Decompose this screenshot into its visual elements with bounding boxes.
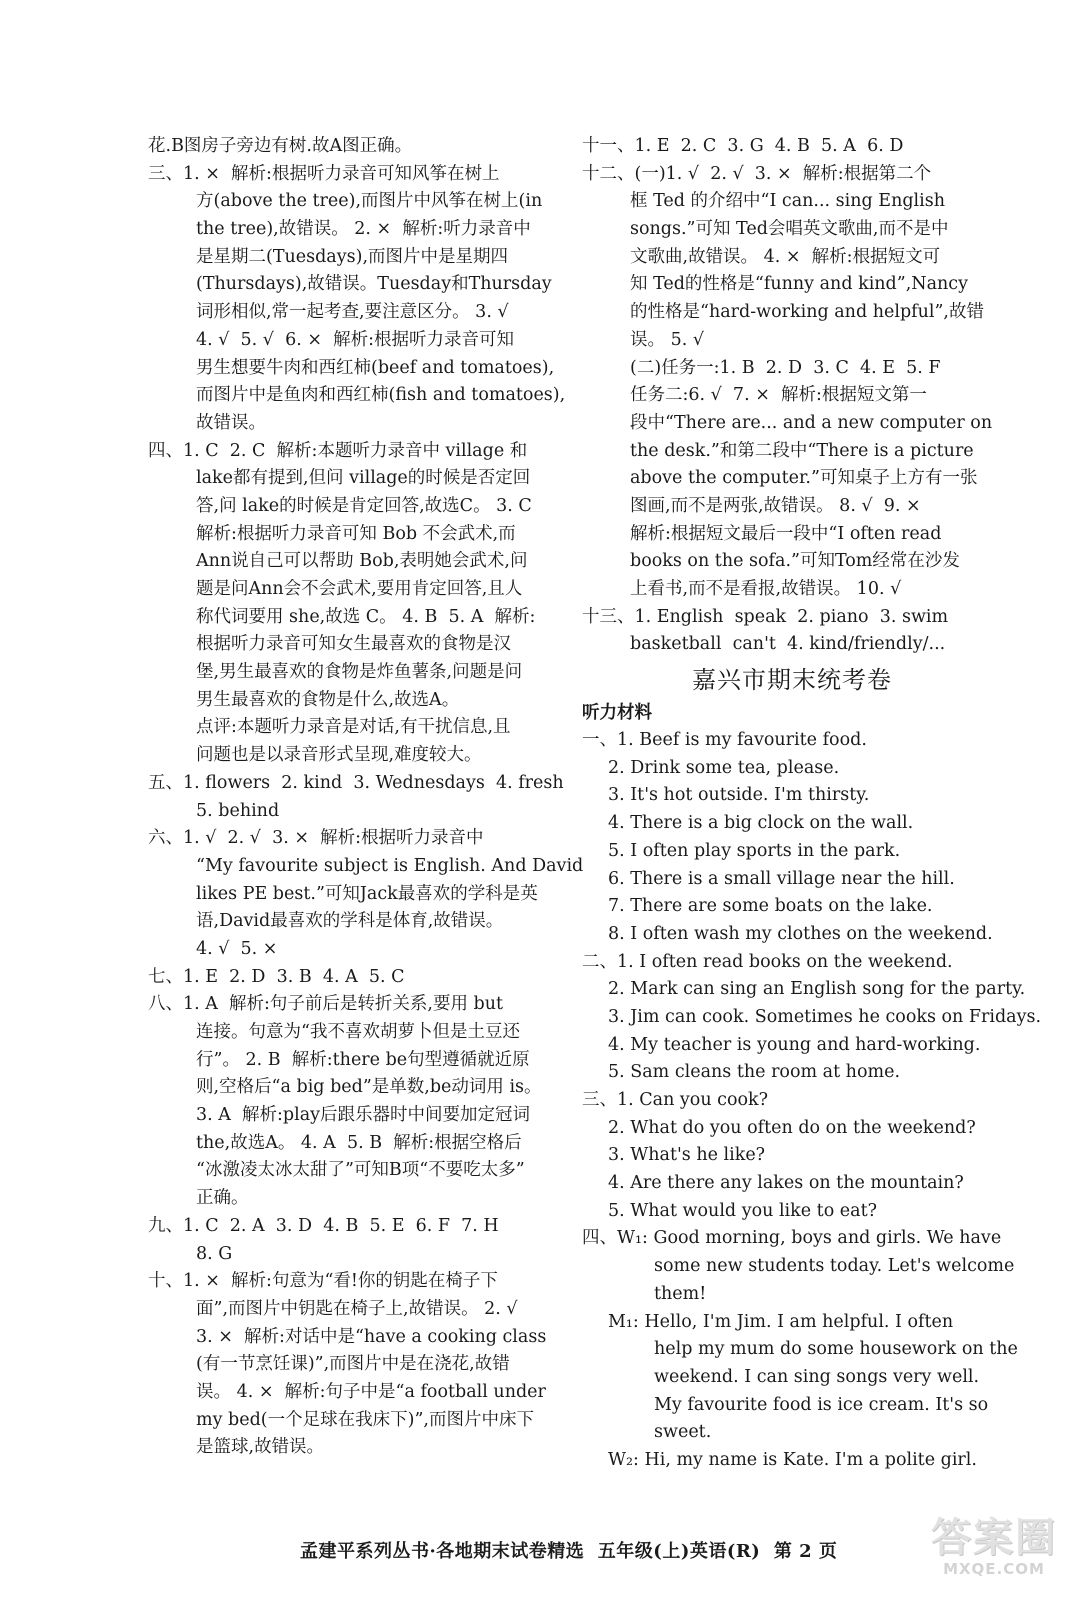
text-line: 而图片中是鱼肉和西红柿(fish and tomatoes),	[196, 385, 566, 406]
text-line: 3. A 解析:play后跟乐器时中间要加定冠词	[196, 1105, 531, 1126]
text-line: my bed(一个足球在我床下)”,而图片中床下	[196, 1409, 534, 1430]
text-line: Ann说自己可以帮助 Bob,表明她会武术,问	[196, 551, 528, 572]
text-line: 8. I often wash my clothes on the weekend.	[608, 923, 993, 944]
text-line: 词形相似,常一起考查,要注意区分。 3. √	[196, 302, 509, 323]
text-line: 十三、1. English speak 2. piano 3. swim	[582, 606, 949, 627]
text-line: 4. √ 5. ×	[196, 938, 278, 959]
text-line: 2. What do you often do on the weekend?	[608, 1117, 976, 1138]
text-line: lake都有提到,但问 village的时候是否定回	[196, 468, 531, 489]
text-line: 十一、1. E 2. C 3. G 4. B 5. A 6. D	[582, 136, 904, 156]
text-line: weekend. I can sing songs very well.	[654, 1366, 980, 1387]
section-title: 嘉兴市期末统考卷	[692, 666, 892, 695]
watermark-logo-text: 答案圈	[931, 1515, 1057, 1561]
text-line: 3. Jim can cook. Sometimes he cooks on Fridays.	[608, 1006, 1042, 1027]
text-line: 上看书,而不是看报,故错误。 10. √	[630, 579, 902, 599]
text-line: 面”,而图片中钥匙在椅子上,故错误。 2. √	[196, 1298, 518, 1319]
text-line: likes PE best.”可知Jack最喜欢的学科是英	[196, 883, 538, 904]
watermark-url: MXQE.COM	[943, 1560, 1045, 1578]
right-column	[582, 133, 1042, 1475]
text-line: 故错误。	[196, 412, 266, 433]
text-line: 7. There are some boats on the lake.	[608, 896, 933, 917]
text-line: 七、1. E 2. D 3. B 4. A 5. C	[148, 966, 405, 987]
text-line: 4. Are there any lakes on the mountain?	[608, 1173, 964, 1194]
text-line: 九、1. C 2. A 3. D 4. B 5. E 6. F 7. H	[148, 1215, 499, 1236]
text-line: 误。 5. √	[630, 329, 704, 350]
text-line: 误。 4. × 解析:句子中是“a football under	[196, 1381, 546, 1402]
text-line: 一、1. Beef is my favourite food.	[582, 730, 867, 751]
text-line: above the computer.”可知桌子上方有一张	[630, 468, 978, 489]
text-line: 连接。句意为“我不喜欢胡萝卜但是土豆还	[196, 1022, 520, 1042]
text-line: 4. My teacher is young and hard-working.	[608, 1034, 981, 1055]
text-line: 图画,而不是两张,故错误。 8. √ 9. ×	[630, 495, 921, 516]
text-line: 问题也是以录音形式呈现,难度较大。	[196, 745, 482, 766]
text-line: 点评:本题听力录音是对话,有干扰信息,且	[196, 717, 511, 738]
text-line: 6. There is a small village near the hill.	[608, 868, 955, 889]
text-line: 5. What would you like to eat?	[608, 1200, 878, 1221]
text-line: 四、1. C 2. C 解析:本题听力录音中 village 和	[148, 440, 528, 461]
text-line: My favourite food is ice cream. It's so	[654, 1394, 989, 1415]
text-line: 任务二:6. √ 7. × 解析:根据短文第一	[630, 385, 927, 406]
text-line: 三、1. Can you cook?	[582, 1090, 769, 1110]
text-line: songs.”可知 Ted会唱英文歌曲,而不是中	[630, 219, 949, 240]
text-line: (二)任务一:1. B 2. D 3. C 4. E 5. F	[630, 357, 941, 378]
text-line: 是星期二(Tuesdays),而图片中是星期四	[196, 246, 508, 267]
text-line: 三、1. × 解析:根据听力录音可知风筝在树上	[148, 163, 500, 184]
text-line: 5. behind	[196, 800, 280, 821]
text-line: 十二、(一)1. √ 2. √ 3. × 解析:根据第二个	[582, 163, 932, 184]
text-line: 2. Drink some tea, please.	[608, 757, 840, 778]
text-line: 四、W₁: Good morning, boys and girls. We have	[582, 1228, 1002, 1249]
left-column	[148, 133, 584, 1462]
page-footer: 孟建平系列丛书·各地期末试卷精选 五年级(上)英语(R) 第 2 页	[300, 1541, 838, 1562]
text-line: “My favourite subject is English. And David	[196, 855, 584, 876]
text-line: 解析:根据听力录音可知 Bob 不会武术,而	[196, 523, 516, 544]
text-line: 段中“There are... and a new computer on	[630, 412, 993, 433]
text-line: (Thursdays),故错误。Tuesday和Thursday	[196, 274, 552, 295]
text-line: 3. It's hot outside. I'm thirsty.	[608, 785, 870, 806]
text-line: 六、1. √ 2. √ 3. × 解析:根据听力录音中	[148, 828, 484, 849]
subsection-title: 听力材料	[582, 703, 652, 724]
text-line: 男生想要牛肉和西红柿(beef and tomatoes),	[196, 357, 555, 378]
text-line: the,故选A。 4. A 5. B 解析:根据空格后	[196, 1132, 522, 1153]
text-line: basketball can't 4. kind/friendly/...	[630, 634, 946, 655]
text-line: 五、1. flowers 2. kind 3. Wednesdays 4. fresh	[148, 772, 564, 793]
text-line: 二、1. I often read books on the weekend.	[582, 951, 953, 972]
text-line: 男生最喜欢的食物是什么,故选A。	[196, 689, 460, 710]
text-line: 文歌曲,故错误。 4. × 解析:根据短文可	[630, 246, 941, 267]
text-line: W₂: Hi, my name is Kate. I'm a polite girl.	[608, 1449, 977, 1470]
text-line: 框 Ted 的介绍中“I can... sing English	[630, 191, 945, 212]
text-line: help my mum do some housework on the	[654, 1339, 1018, 1360]
text-line: “冰激凌太冰太甜了”可知B项“不要吃太多”	[196, 1160, 525, 1181]
text-line: 花.B图房子旁边有树.故A图正确。	[148, 136, 413, 156]
text-line: 3. × 解析:对话中是“have a cooking class	[196, 1326, 547, 1347]
text-line: 十、1. × 解析:句意为“看!你的钥匙在椅子下	[148, 1271, 498, 1292]
text-line: 是篮球,故错误。	[196, 1437, 325, 1458]
text-line: sweet.	[654, 1422, 712, 1443]
watermark	[919, 1516, 1069, 1578]
text-line: 根据听力录音可知女生最喜欢的食物是汉	[196, 634, 511, 655]
text-line: 的性格是“hard-working and helpful”,故错	[630, 302, 984, 323]
text-line: 4. There is a big clock on the wall.	[608, 813, 914, 834]
text-line: 4. √ 5. √ 6. × 解析:根据听力录音可知	[196, 329, 515, 350]
text-line: 2. Mark can sing an English song for the party.	[608, 979, 1026, 1000]
text-line: 八、1. A 解析:句子前后是转折关系,要用 but	[148, 994, 504, 1015]
text-line: 解析:根据短文最后一段中“I often read	[630, 523, 942, 544]
text-line: 题是问Ann会不会武术,要用肯定回答,且人	[196, 579, 523, 599]
text-line: 称代词要用 she,故选 C。 4. B 5. A 解析:	[196, 606, 536, 627]
text-line: 行”。 2. B 解析:there be句型遵循就近原	[196, 1049, 530, 1070]
text-line: 则,空格后“a big bed”是单数,be动词用 is。	[196, 1077, 542, 1098]
text-line: 正确。	[196, 1188, 249, 1209]
text-line: 8. G	[196, 1243, 233, 1264]
text-line: 方(above the tree),而图片中风筝在树上(in	[196, 191, 543, 212]
text-line: some new students today. Let's welcome	[654, 1256, 1015, 1277]
text-line: books on the sofa.”可知Tom经常在沙发	[630, 551, 960, 572]
text-line: 语,David最喜欢的学科是体育,故错误。	[196, 911, 504, 932]
text-line: them!	[654, 1283, 707, 1304]
text-line: the tree),故错误。 2. × 解析:听力录音中	[196, 219, 531, 240]
text-line: 5. Sam cleans the room at home.	[608, 1062, 901, 1083]
text-line: M₁: Hello, I'm Jim. I am helpful. I often	[608, 1311, 954, 1332]
text-line: 答,问 lake的时候是肯定回答,故选C。 3. C	[196, 495, 532, 516]
text-line: (有一节烹饪课)”,而图片中是在浇花,故错	[196, 1354, 510, 1375]
text-line: 知 Ted的性格是“funny and kind”,Nancy	[630, 274, 968, 295]
text-line: 3. What's he like?	[608, 1145, 766, 1166]
text-line: the desk.”和第二段中“There is a picture	[630, 440, 974, 461]
text-line: 堡,男生最喜欢的食物是炸鱼薯条,问题是问	[196, 662, 523, 683]
text-line: 5. I often play sports in the park.	[608, 840, 901, 861]
